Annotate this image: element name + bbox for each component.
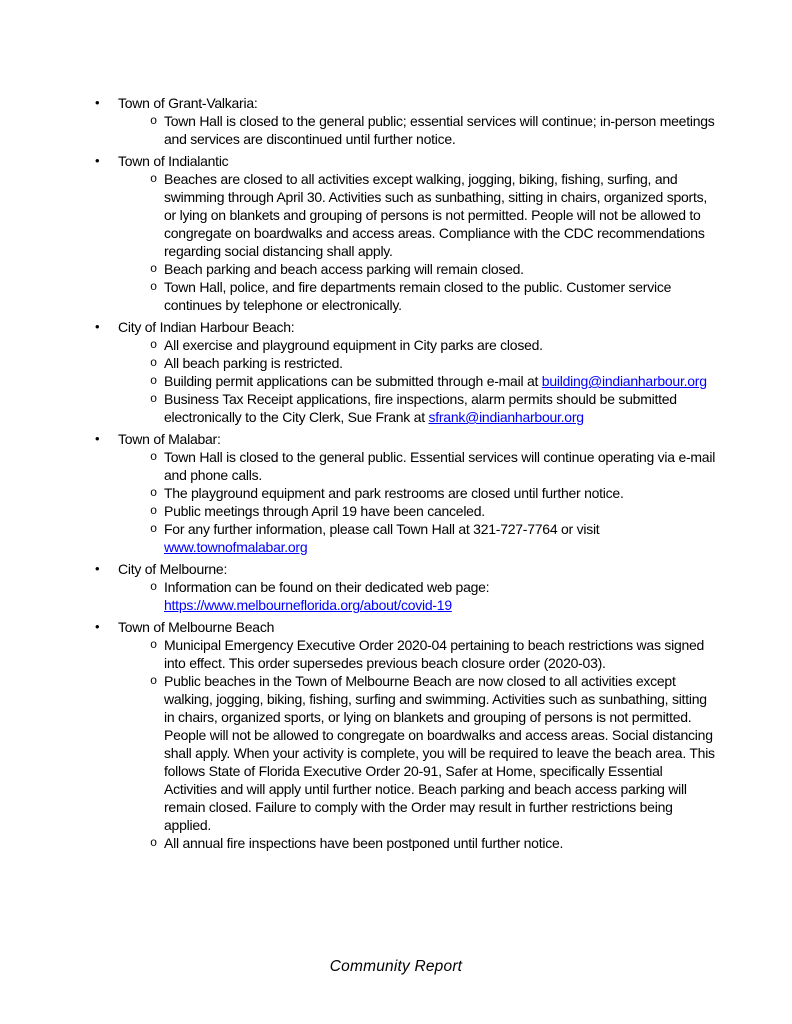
bullet-text [164,578,716,614]
list-item [150,336,720,354]
bullet-text [164,354,716,372]
bullet-text [164,260,716,278]
bullet-text [164,484,716,502]
section-title: City of Melbourne: [118,561,228,577]
circle-bullet-icon: o [150,836,157,850]
bullet-text [164,170,716,260]
hyperlink[interactable]: building@indianharbour.org [541,373,707,389]
text-segment: Town Hall is closed to the general public. Essential services will continue operating via e-mail and phone calls. [164,449,716,483]
circle-bullet-icon: o [150,262,157,276]
circle-bullet-icon: o [150,280,157,294]
bullet-icon: • [95,95,100,110]
circle-bullet-icon: o [150,172,157,186]
bullet-text [164,520,716,556]
section-heading [95,152,720,170]
text-segment: Information can be found on their dedicated web page: [164,579,490,595]
text-segment: For any further information, please call Town Hall at 321-727-7764 or visit [164,521,600,537]
bullet-text [164,390,716,426]
list-item [150,354,720,372]
list-item [150,112,720,148]
section-heading [95,318,720,336]
bullet-list [95,94,720,852]
text-segment: All beach parking is restricted. [164,355,343,371]
bullet-text [164,672,716,834]
circle-bullet-icon: o [150,356,157,370]
section-heading [95,430,720,448]
bullet-icon: • [95,153,100,168]
circle-bullet-icon: o [150,674,157,688]
bullet-text [164,112,716,148]
text-segment: Municipal Emergency Executive Order 2020-04 pertaining to beach restrictions was signed into effect. This order supersedes previous beach closure order (2020-03). [164,637,705,671]
text-segment: Beach parking and beach access parking will remain closed. [164,261,524,277]
list-item [150,448,720,484]
bullet-text [164,448,716,484]
bullet-text [164,502,716,520]
list-item [150,372,720,390]
circle-bullet-icon: o [150,374,157,388]
list-item [150,520,720,556]
section-title: Town of Grant-Valkaria: [118,95,258,111]
bullet-section [95,430,720,556]
section-title: Town of Indialantic [118,153,229,169]
list-item [150,170,720,260]
section-title: City of Indian Harbour Beach: [118,319,295,335]
text-segment: Town Hall, police, and fire departments remain closed to the public. Customer service continues by telephone or electronically. [164,279,672,313]
circle-bullet-icon: o [150,114,157,128]
bullet-text [164,336,716,354]
list-item [150,484,720,502]
list-item [150,502,720,520]
list-item [150,260,720,278]
text-segment: Building permit applications can be submitted through e-mail at [164,373,542,389]
bullet-text [164,278,716,314]
circle-bullet-icon: o [150,392,157,406]
list-item [150,278,720,314]
bullet-section [95,94,720,148]
list-item [150,672,720,834]
list-item [150,390,720,426]
bullet-section [95,318,720,426]
bullet-icon: • [95,619,100,634]
circle-bullet-icon: o [150,504,157,518]
circle-bullet-icon: o [150,450,157,464]
text-segment: Town Hall is closed to the general public; essential services will continue; in-person meetings and services are discontinued until further notice. [164,113,715,147]
footer-title: Community Report [329,958,463,975]
section-title: Town of Melbourne Beach [118,619,275,635]
circle-bullet-icon: o [150,522,157,536]
hyperlink[interactable]: sfrank@indianharbour.org [428,409,584,425]
section-title: Town of Malabar: [118,431,221,447]
hyperlink[interactable]: https://www.melbourneflorida.org/about/covid-19 [164,597,452,613]
section-heading [95,94,720,112]
text-segment: The playground equipment and park restrooms are closed until further notice. [164,485,624,501]
circle-bullet-icon: o [150,580,157,594]
section-heading [95,618,720,636]
bullet-section [95,152,720,314]
text-segment: Business Tax Receipt applications, fire inspections, alarm permits should be submitted electronically to the City Clerk, Sue Frank at [164,391,677,425]
bullet-icon: • [95,561,100,576]
text-segment: All exercise and playground equipment in City parks are closed. [164,337,543,353]
bullet-section [95,618,720,852]
section-heading [95,560,720,578]
list-item [150,834,720,852]
bullet-text [164,636,716,672]
bullet-icon: • [95,431,100,446]
text-segment: Public meetings through April 19 have been canceled. [164,503,485,519]
circle-bullet-icon: o [150,638,157,652]
circle-bullet-icon: o [150,486,157,500]
bullet-text [164,834,716,852]
list-item [150,636,720,672]
text-segment: Public beaches in the Town of Melbourne Beach are now closed to all activities except walking, jogging, biking, fishing, surfing and swimming. Activities such as sunbathing, sitting in chairs, organized sports, or lying on blankets and grouping of persons is not permitted. People will not be allowed to congregate on boardwalks and access areas. Social distancing shall apply. When your activity is complete, you will be required to leave the beach area. This follows State of Florida Executive Order 20-91, Safer at Home, specifically Essential Activities and will apply until further notice. Beach parking and beach access parking will remain closed. Failure to comply with the Order may result in further restrictions being applied. [164,673,715,833]
hyperlink[interactable]: www.townofmalabar.org [164,539,308,555]
bullet-text [164,372,716,390]
bullet-icon: • [95,319,100,334]
circle-bullet-icon: o [150,338,157,352]
list-item [150,578,720,614]
text-segment: Beaches are closed to all activities except walking, jogging, biking, fishing, surfing, and swimming through April 30. Activities such as sunbathing, sitting in chairs, organized sports, or lying on blankets and grouping of persons is not permitted. People will not be allowed to congregate on boardwalks and access areas. Compliance with the CDC recommendations regarding social distancing shall apply. [164,171,708,259]
text-segment: All annual fire inspections have been postponed until further notice. [164,835,564,851]
bullet-section [95,560,720,614]
